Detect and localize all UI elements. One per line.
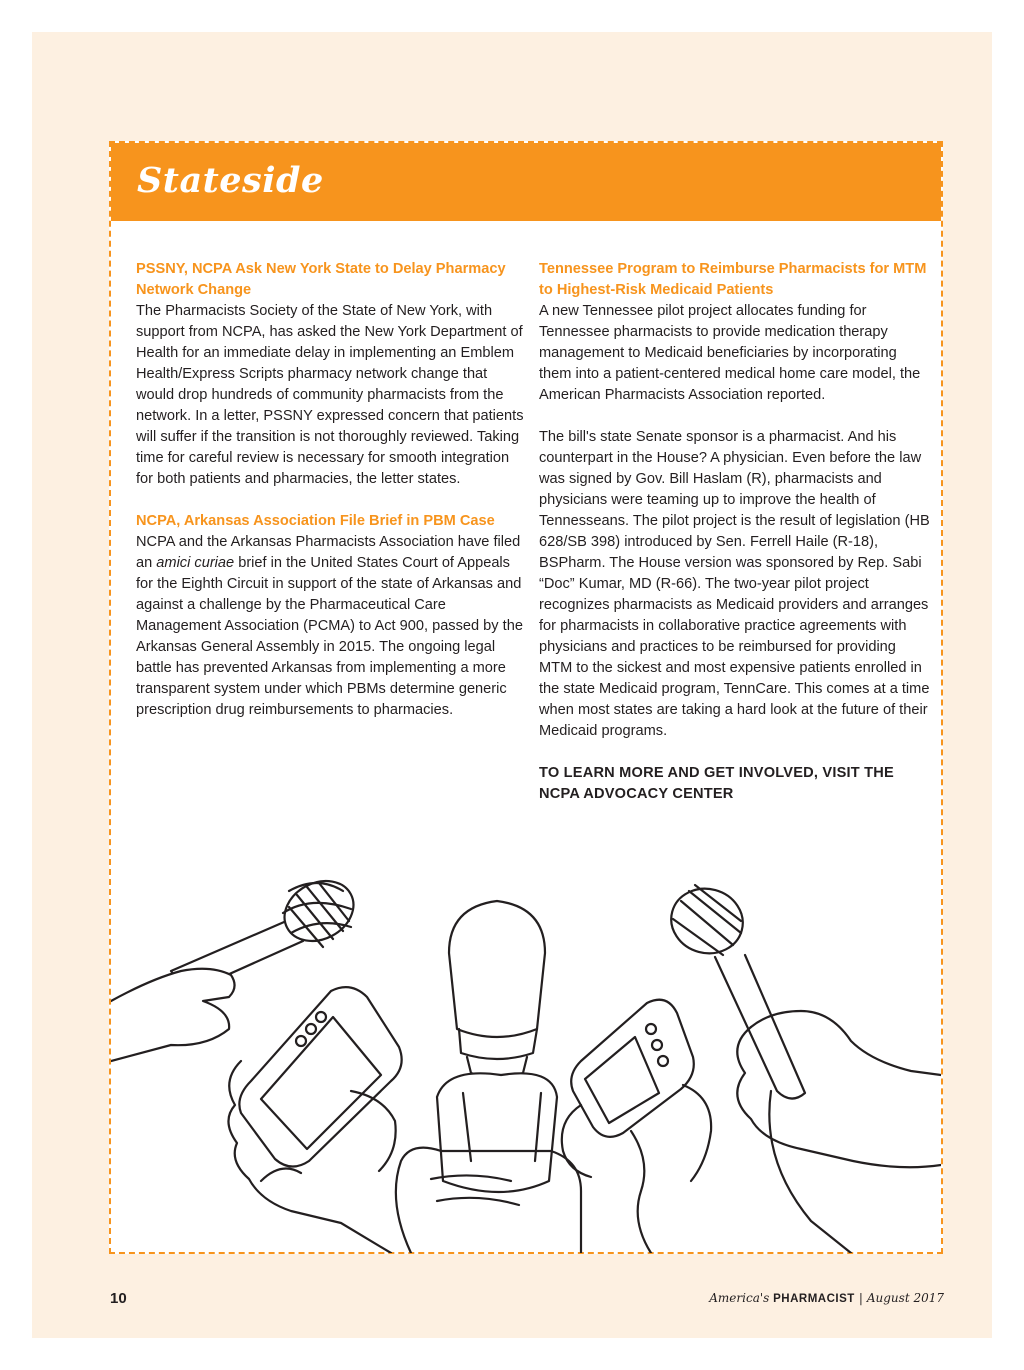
left-column (136, 259, 524, 721)
advocacy-center-cta[interactable]: TO LEARN MORE AND GET INVOLVED, VISIT THE NCPA ADVOCACY CENTER (539, 765, 894, 802)
article-body-tennessee-p2: The bill's state Senate sponsor is a pharmacist. And his counterpart in the House? A physician. Even before the law was signed by Gov. Bill Haslam (R), pharmacists and physicians were teaming up to improve the health of Tennesseans. The pilot project is the result of legislation (HB 628/SB 398) introduced by Sen. Ferrell Haile (R-18), BSPharm. The House version was sponsored by Rep. Sabi “Doc” Kumar, MD (R-66). The two-year pilot project recognizes pharmacists as Medicaid providers and arranges for pharmacists in collaborative practice agreements with physicians and practices to be reimbursed for providing MTM to the sickest and most expensive patients enrolled in the state Medicaid program, TennCare. This comes at a time when most states are taking a hard look at the future of their Medicaid programs. (539, 429, 930, 739)
recorder-2-icon (571, 1000, 694, 1137)
section-title: Stateside (137, 160, 324, 201)
issue-date: August 2017 (866, 1291, 944, 1305)
magazine-footer (709, 1291, 944, 1305)
article-heading-tennessee: Tennessee Program to Reimburse Pharmacists for MTM to Highest-Risk Medicaid Patients (539, 261, 927, 298)
microphone-2-icon (437, 901, 557, 1192)
article-body-pssny: The Pharmacists Society of the State of New York, with support from NCPA, has asked the New York Department of Health for an immediate delay in implementing an Emblem Health/Express Scripts pharmacy network change that would drop hundreds of community pharmacists from the network. In a letter, PSSNY expressed concern that patients will suffer if the transition is not thoroughly reviewed. Taking time for careful review is necessary for smooth integration for both patients and pharmacies, the letter states. (136, 303, 524, 487)
section-banner (111, 143, 941, 221)
article-body-arkansas: NCPA and the Arkansas Pharmacists Association have filed an amici curiae brief in the United States Court of Appeals for the Eighth Circuit in support of the state of Arkansas and against a challenge by the Pharmaceutical Care Management Association (PCMA) to Act 900, passed by the Arkansas General Assembly in 2015. The ongoing legal battle has prevented Arkansas from implementing a more transparent system under which PBMs determine generic prescription drug reimbursements to pharmacies. (136, 534, 523, 718)
magazine-prefix: America's (709, 1291, 770, 1305)
article-heading-arkansas: NCPA, Arkansas Association File Brief in PBM Case (136, 513, 495, 529)
article-heading-pssny: PSSNY, NCPA Ask New York State to Delay Pharmacy Network Change (136, 261, 506, 298)
right-column (539, 259, 931, 805)
page-number: 10 (110, 1290, 127, 1307)
hand-1-icon (111, 969, 235, 1061)
recorder-1-icon (239, 987, 401, 1166)
magazine-name: PHARMACIST (773, 1293, 855, 1305)
amici-curiae-italic: amici curiae (156, 555, 235, 571)
footer-separator: | (858, 1291, 863, 1305)
stateside-panel (109, 141, 943, 1254)
article-body-tennessee-p1: A new Tennessee pilot project allocates funding for Tennessee pharmacists to provide medication therapy management to Medicaid beneficiaries by incorporating them into a patient-centered medical home care model, the American Pharmacists Association reported. (539, 303, 921, 403)
microphones-hands-illustration (111, 861, 941, 1253)
